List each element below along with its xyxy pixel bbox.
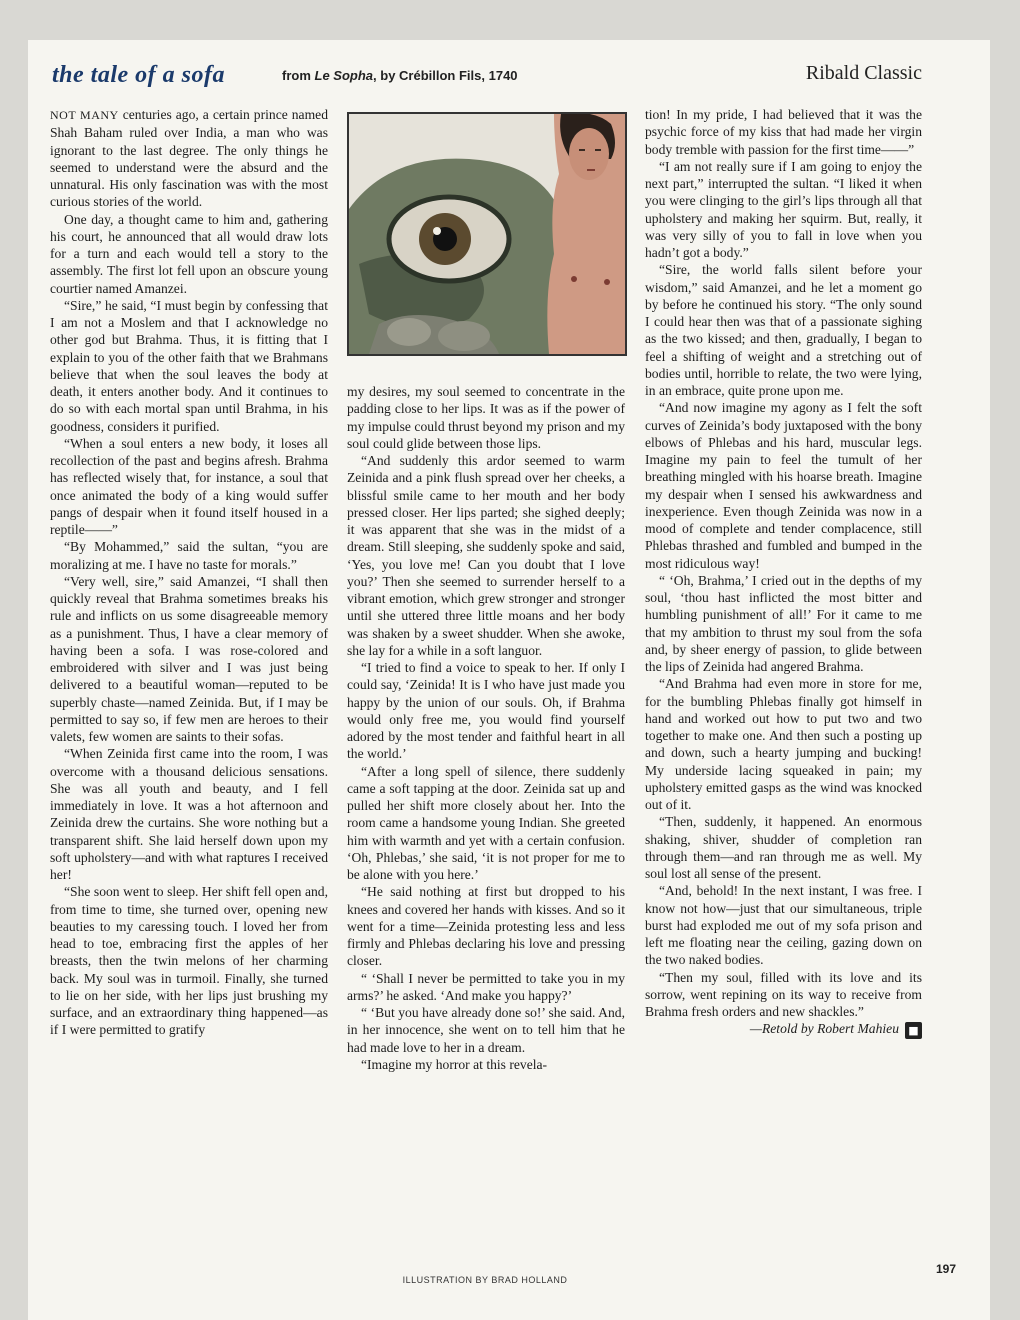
article-header [52, 62, 922, 92]
paragraph: “I am not really sure if I am going to enjoy the next part,” interrupted the sultan. “I liked it when you were clinging to the girl’s lips through all that upholstery and making her squirm. But, really, it was very silly of you to fall in love when you hadn’t got a body.” [645, 158, 922, 260]
paragraph: “And now imagine my agony as I felt the soft curves of Zeinida’s body juxtaposed with the bony elbows of Phlebas and his hard, muscular legs. Imagine my pain to feel the tumult of her breathing mingled with his hoarse breath. Imagine my despair when I sensed his awkwardness and inexperience. Even though Zeinida was now in a mood of complete and tender complacence, still Phlebas thrashed and fumbled and bumped in the most ridiculous way! [645, 400, 922, 571]
paragraph: “He said nothing at first but dropped to his knees and covered her hands with kisses. And so it went for a time—Zeinida protesting less and less firmly and Phlebas declaring his love and pressing closer. [347, 884, 625, 969]
paragraph: “ ‘Oh, Brahma,’ I cried out in the depths of my soul, ‘thou hast inflicted the most bitter and humbling punishment of all!’ For it came to me that my ambition to thrust my soul from the sofa and, by sheer energy of passion, to glide between the lips of Zeinida had angered Brahma. [645, 572, 922, 674]
page-number: 197 [936, 1262, 957, 1276]
text-column-3 [645, 106, 922, 1039]
paragraph: my desires, my soul seemed to concentrate in the padding close to her lips. It was as if the power of my impulse could thrust beyond my prison and my soul could glide between those lips. [347, 384, 625, 451]
paragraph: “And suddenly this ardor seemed to warm Zeinida and a pink flush spread over her cheeks, a blissful smile came to her mouth and her body pressed closer. Her lips parted; she sighed deeply; it was apparent that she was in the midst of a dream. Still sleeping, she suddenly spoke and said, ‘Yes, you love me! Can you doubt that I love you?’ Then she seemed to surrender herself to a vibrant emotion, which grew stronger and stronger until she uttered three little moans and her body was shaken by a sweet shudder. When she awoke, she lay for a while in a soft languor. [347, 453, 625, 658]
paragraph: “Imagine my horror at this revela- [361, 1056, 548, 1072]
paragraph: “Then, suddenly, it happened. An enormous shaking, shiver, shudder of completion ran through them—and ran through me as well. My soul lost all sense of the present. [645, 814, 922, 881]
source-suffix: , by Crébillon Fils, 1740 [373, 68, 518, 83]
text-column-2 [347, 383, 625, 1073]
paragraph: “ ‘Shall I never be permitted to take you in my arms?’ he asked. ‘And make you happy?’ [347, 970, 625, 1003]
paragraph: “Sire,” he said, “I must begin by confessing that I am not a Moslem and that I acknowledge no other god but Brahma. Thus, it is fitting that I explain to you of the other faith that we Brahmans believe that when the soul leaves the body at death, it enters another body. And it continues to do so with each mortal span until Brahma, in his goodness, considers it purified. [50, 297, 328, 434]
paragraph: “And, behold! In the next instant, I was free. I know not how—just that our simultaneous, triple burst had exploded me out of my sofa prison and left me floating near the ceiling, gazing down on the two naked bodies. [645, 883, 922, 968]
paragraph: “ ‘But you have already done so!’ she said. And, in her innocence, she went on to tell him that he had made love to her in a dream. [347, 1005, 625, 1055]
paragraph: “Very well, sire,” said Amanzei, “I shall then quickly reveal that Brahma sometimes breaks his rule and inflicts on us some disagreeable memory as a punishment. Thus, I have a clear memory of having been a sofa. I was rose-colored and embroidered with silver and I was just being delivered to a beautiful woman—reputed to be superbly chaste—named Zeinida. But, if I may be permitted to say so, if few men are heroes to their valets, few women are saints to their sofas. [50, 573, 328, 744]
paragraph: “When Zeinida first came into the room, I was overcome with a thousand delicious sensations. She was all youth and beauty, and I fell immediately in love. It was a hot afternoon and Zeinida drew the curtains. She wore nothing but a transparent shift. She laid herself down upon my soft upholstery—and with what raptures I received her! [50, 746, 328, 882]
source-prefix: from [282, 68, 311, 83]
paragraph: “And Brahma had even more in store for me, for the bumbling Phlebas finally got himself in hand and worked out how to put two and two together to make one. And then such a posting up and down, such a hearty jumping and bucking! My underside lacing squeaked in pain; my upholstery emitted gasps as the wind was knocked out of it. [645, 676, 922, 812]
source-book: Le Sopha [314, 68, 374, 83]
paragraph: “Sire, the world falls silent before your wisdom,” said Amanzei, and he let a moment go by before he continued his story. “The only sound I could hear then was that of a passionate sighing as the two kissed; and then, gradually, I began to feel a shifting of weight and a stretching out of bodies until, horrible to relate, the two were lying, in an embrace, quite prone upon me. [645, 262, 922, 398]
rabbit-logo-icon: ■ [905, 1022, 922, 1039]
source-line [282, 68, 518, 83]
lead-caps: NOT MANY [50, 108, 119, 122]
paragraph: “By Mohammed,” said the sultan, “you are moralizing at me. I have no taste for morals.” [50, 539, 328, 572]
paragraph: One day, a thought came to him and, gathering his court, he announced that all would draw lots for a turn and each would tell a story to the assembly. The first lot fell upon an obscure young courtier named Amanzei. [50, 211, 328, 296]
paragraph: “She soon went to sleep. Her shift fell open and, from time to time, she turned over, opening new beauties to my caressing touch. I loved her from head to toe, embracing first the apples of her breasts, then the twin melons of her charming back. My soul was in turmoil. Finally, she turned to lie on her side, with her lips just brushing my surface, and an extraordinary thing happened—as if I were permitted to gratify [50, 884, 328, 1038]
illustration-credit: ILLUSTRATION BY BRAD HOLLAND [402, 1275, 568, 1285]
paragraph: “When a soul enters a new body, it loses all recollection of the past and begins afresh. Brahma has reflected wisely that, for instance, a soul that once animated the body of a king would suffer pangs of despair when it found itself housed in a reptile——” [50, 435, 328, 537]
author-credit: —Retold by Robert Mahieu [749, 1021, 899, 1037]
article-title: the tale of a sofa [52, 62, 225, 88]
paragraph: “Then my soul, filled with its love and its sorrow, went repining on its way to receive from Brahma fresh orders and new shackles.” [645, 969, 922, 1019]
paragraph-text: centuries ago, a certain prince named Shah Baham ruled over India, a man who was ignorant to the last degree. The only things he seemed to understand were the absurd and the unnatural. His only fascination was with the most curious stories of the world. [50, 107, 328, 210]
illustration-art [349, 114, 625, 354]
paragraph [50, 106, 328, 211]
text-column-1 [50, 106, 328, 1039]
paragraph: tion! In my pride, I had believed that it was the psychic force of my kiss that had made her virgin body tremble with passion for the first time——” [645, 107, 922, 157]
section-label: Ribald Classic [805, 62, 922, 84]
paragraph: “I tried to find a voice to speak to her. If only I could say, ‘Zeinida! It is I who have just made you happy by the union of our souls. Oh, if Brahma would only free me, you would find yourself adored by the most tender and faithful heart in all the world.’ [347, 660, 625, 762]
signoff [645, 1020, 922, 1038]
paragraph: “After a long spell of silence, there suddenly came a soft tapping at the door. Zeinida sat up and pulled her shift more closely about her. Into the room came a handsome young Indian. She greeted him with warmth and yet with a certain confusion. ‘Oh, Phlebas,’ she said, ‘it is not proper for me to be alone with you here.’ [347, 763, 625, 882]
article-illustration [347, 112, 627, 356]
